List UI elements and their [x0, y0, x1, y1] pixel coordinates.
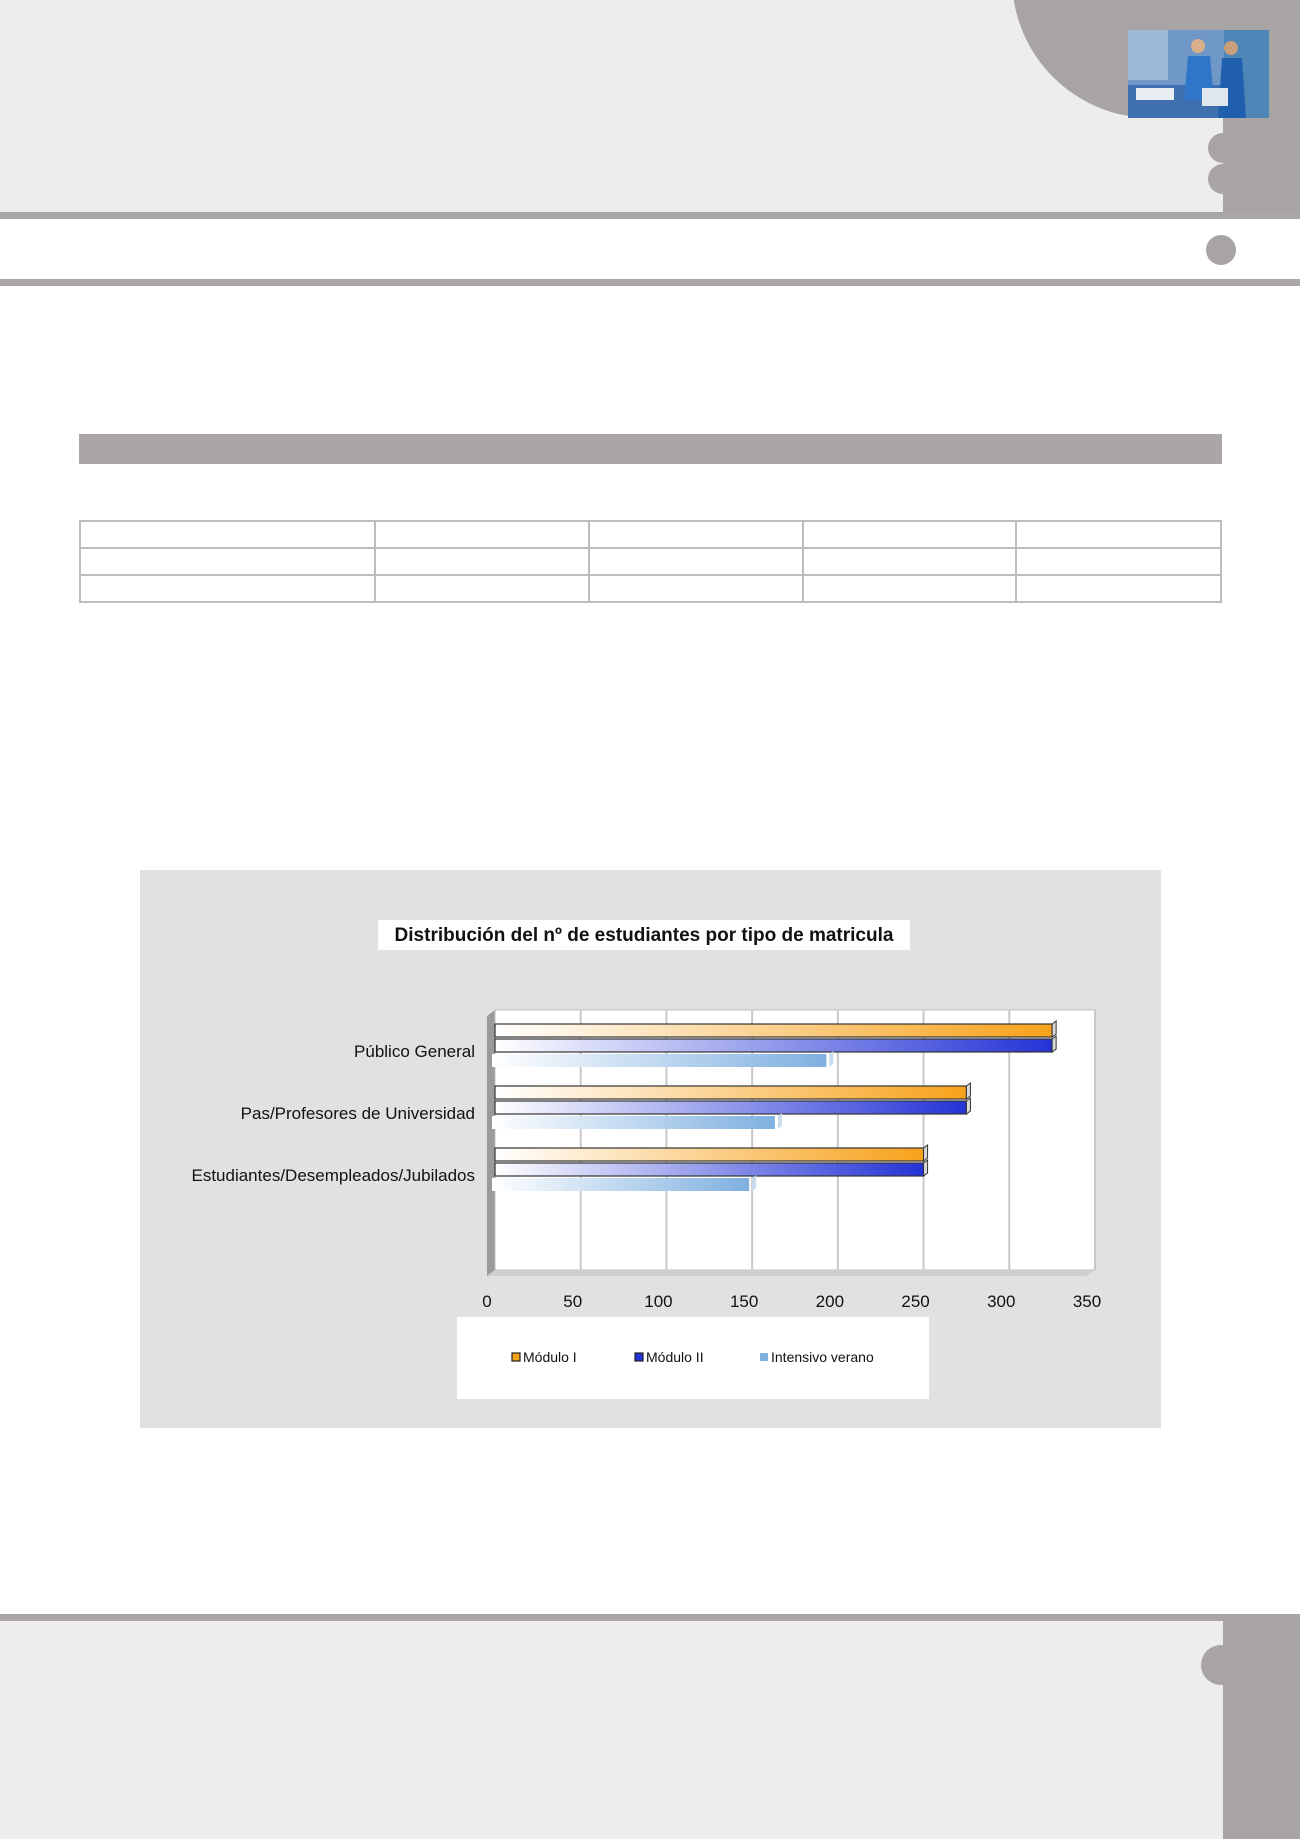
table-cell	[1016, 521, 1221, 548]
table-cell	[589, 548, 803, 575]
bar-modulo-1	[495, 1086, 966, 1099]
legend-entry: Intensivo verano	[771, 1349, 874, 1365]
table-cell	[80, 548, 375, 575]
table-cell	[589, 521, 803, 548]
legend-swatch	[512, 1353, 520, 1361]
chart	[140, 870, 1161, 1428]
bar-cap	[966, 1098, 970, 1114]
table-header-bar	[79, 434, 1222, 464]
table-cell	[1016, 548, 1221, 575]
category-label: Estudiantes/Desempleados/Jubilados	[191, 1166, 475, 1185]
bar-cap	[924, 1160, 928, 1176]
header-bump-1	[1208, 133, 1238, 163]
x-tick-label: 350	[1072, 1292, 1102, 1311]
table-cell	[803, 575, 1017, 602]
x-tick-label: 50	[563, 1292, 583, 1311]
x-tick-label: 300	[987, 1292, 1016, 1311]
header-photo	[1128, 30, 1269, 118]
bar-modulo-2	[495, 1163, 924, 1176]
bar-cap	[1052, 1021, 1056, 1037]
header-rule	[0, 212, 1300, 219]
x-tick-label: 250	[901, 1292, 930, 1311]
bar-modulo-1	[495, 1024, 1052, 1037]
category-label: Pas/Profesores de Universidad	[240, 1104, 475, 1123]
table-cell	[80, 521, 375, 548]
x-tick-label: 100	[644, 1292, 673, 1311]
bar-modulo-2	[495, 1039, 1052, 1052]
subheader-rule	[0, 279, 1300, 286]
legend-entry: Módulo I	[523, 1349, 577, 1365]
footer-band	[0, 1614, 1300, 1839]
table-row	[80, 521, 1221, 548]
x-tick-label: 150	[729, 1292, 759, 1311]
table-cell	[375, 575, 589, 602]
chart-title: Distribución del nº de estudiantes por tipo de matricula	[394, 925, 894, 946]
table-cell	[803, 548, 1017, 575]
table-cell	[375, 548, 589, 575]
chart-panel	[140, 870, 1161, 1428]
table-cell	[80, 575, 375, 602]
data-table	[79, 520, 1222, 603]
header-dot	[1206, 235, 1236, 265]
bar-intensivo-verano	[492, 1054, 826, 1067]
legend-swatch	[635, 1353, 643, 1361]
table-cell	[1016, 575, 1221, 602]
bar-intensivo-verano	[492, 1178, 749, 1191]
legend-swatch	[760, 1353, 768, 1361]
bar-intensivo-verano	[492, 1116, 775, 1129]
x-tick-label: 0	[482, 1292, 492, 1311]
table-row	[80, 575, 1221, 602]
bar-cap	[966, 1083, 970, 1099]
legend-entry: Módulo II	[646, 1349, 704, 1365]
chart-floor	[487, 1270, 1095, 1276]
bar-modulo-1	[495, 1148, 924, 1161]
footer-bump	[1201, 1645, 1241, 1685]
table-row	[80, 548, 1221, 575]
table-cell	[589, 575, 803, 602]
bar-cap	[924, 1145, 928, 1161]
category-label: Público General	[354, 1042, 475, 1061]
bar-modulo-2	[495, 1101, 966, 1114]
header-side-strip	[1223, 118, 1300, 214]
table-cell	[375, 521, 589, 548]
table-cell	[803, 521, 1017, 548]
footer-rule	[0, 1614, 1300, 1621]
x-tick-label: 200	[815, 1292, 845, 1311]
header-bump-2	[1208, 164, 1238, 194]
bar-cap	[1052, 1036, 1056, 1052]
chart-side-wall	[487, 1010, 495, 1276]
